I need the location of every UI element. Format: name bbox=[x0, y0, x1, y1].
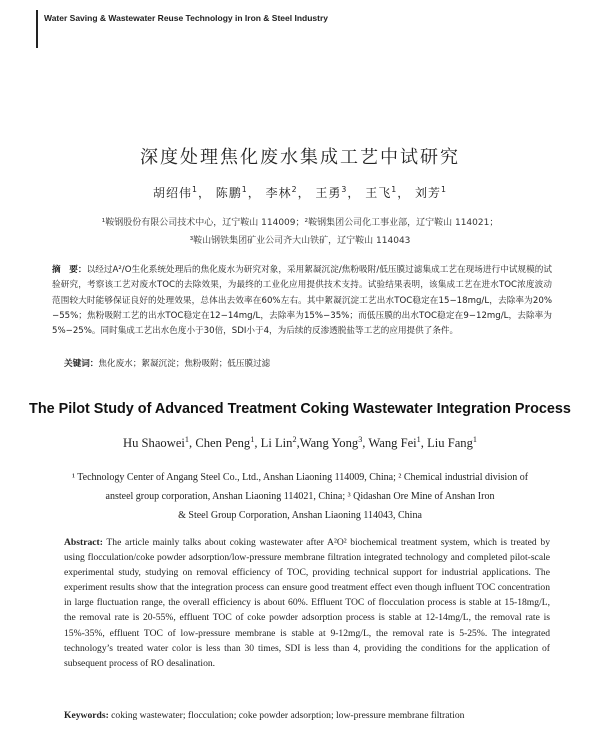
cn-author: 刘芳 bbox=[415, 186, 442, 200]
chinese-affiliation-line: ¹鞍钢股份有限公司技术中心，辽宁鞍山 114009；²鞍钢集团公司化工事业部，辽宁鞍山 114021； bbox=[101, 218, 499, 228]
english-keywords bbox=[64, 710, 464, 721]
english-abstract bbox=[64, 535, 550, 671]
en-author: Wang Fei bbox=[368, 436, 417, 450]
en-author: Chen Peng bbox=[195, 436, 251, 450]
chinese-title: 深度处理焦化废水集成工艺中试研究 bbox=[140, 147, 460, 168]
journal-header: Water Saving & Wastewater Reuse Technology in Iron & Steel Industry bbox=[44, 13, 329, 23]
chinese-keywords-label: 关键词： bbox=[64, 359, 99, 369]
chinese-abstract-text: 以经过A²/O生化系统处理后的焦化废水为研究对象，采用絮凝沉淀/焦粉吸附/低压膜过滤集成工艺在现场进行中试规模的试验研究，考察该工艺对废水TOC的去除效果，为最终的工业化应用提供技术支持。试验结果表明，该集成工艺在进水TOC浓度波动范围较大时能够保证良好的处理效果，总体出去效率在60%左右。其中絮凝沉淀工艺出水TOC稳定在15−18mg/L，去除率为20%−55%；焦粉吸附工艺的出水TOC稳定在12−14mg/L，去除率为15%−35%；而低压膜的出水TOC稳定在9−12mg/L，去除率为5%−25%。同时集成工艺出水色度小于30倍，SDI小于4，为后续的反渗透脱盐等工艺的应用提供了条件。 bbox=[52, 265, 552, 337]
cn-author: 王飞 bbox=[365, 186, 392, 200]
en-author: Wang Yong bbox=[299, 436, 359, 450]
cn-author: 王勇 bbox=[315, 186, 342, 200]
cn-author: 陈鹏 bbox=[215, 186, 242, 200]
english-affiliation-line: ansteel group corporation, Anshan Liaoning 114021, China; ³ Qidashan Ore Mine of Anshan Iron bbox=[105, 491, 495, 502]
en-author: Li Lin bbox=[260, 436, 293, 450]
english-authors: Hu Shaowei$^1$, Chen Peng$^1$, Li Lin$^2$,Wang Yong$^3$, Wang Fei$^1$, Liu Fang$^1$ bbox=[123, 434, 477, 450]
chinese-keywords bbox=[64, 357, 270, 369]
english-title: The Pilot Study of Advanced Treatment Coking Wastewater Integration Process bbox=[29, 401, 571, 417]
chinese-affiliation-line: ³鞍山钢铁集团矿业公司齐大山铁矿，辽宁鞍山 114043 bbox=[189, 236, 411, 246]
chinese-authors: 胡绍伟$^1$， 陈鹏$^1$， 李林$^2$， 王勇$^3$， 王飞$^1$， 刘芳$^1$ bbox=[152, 185, 448, 200]
cn-author: 胡绍伟 bbox=[152, 186, 192, 200]
english-affiliation-line: & Steel Group Corporation, Anshan Liaoning 114043, China bbox=[178, 510, 422, 521]
english-affiliation-line: ¹ Technology Center of Angang Steel Co., Ltd., Anshan Liaoning 114009, China; ² Chemical industrial division of bbox=[71, 472, 529, 483]
header-rule bbox=[36, 10, 38, 48]
chinese-abstract bbox=[52, 263, 552, 339]
chinese-abstract-label: 摘 要： bbox=[52, 265, 87, 275]
en-author: Liu Fang bbox=[427, 436, 473, 450]
cn-author: 李林 bbox=[265, 186, 292, 200]
english-abstract-label: Abstract: bbox=[64, 537, 103, 548]
english-keywords-label: Keywords: bbox=[64, 710, 109, 721]
en-author: Hu Shaowei bbox=[123, 436, 185, 450]
english-abstract-text: The article mainly talks about coking wastewater after A²O² biochemical treatment system, which is treated by using flocculation/coke powder adsorption/low-pressure membrane filtration integrated technology and completed pilot-scale experimental study, studying on removal efficiency of TOC, providing technical support for industrial applications. The experiment results show that the integration process can ensure good treatment effect even though influent TOC concentration in large fluctuation range, the overall efficiency is about 60%. Effluent TOC of flocculation process is stable at 15-18mg/L, the removal rate is 20-55%, effluent TOC of coke powder adsorption process is stable at 12-14mg/L, the removal rate is 15%-35%, effluent TOC of low-pressure membrane is stable at 9-12mg/L, the removal rate is 5-25%. The integrated technology’s treated water color is less than 30 times, SDI is less than 4, providing the conditions for the application of subsequent process of RO desalination. bbox=[64, 537, 550, 669]
chinese-keywords-text: 焦化废水；絮凝沉淀；焦粉吸附；低压膜过滤 bbox=[98, 359, 271, 369]
english-keywords-text: coking wastewater; flocculation; coke powder adsorption; low-pressure membrane filtration bbox=[111, 710, 465, 721]
